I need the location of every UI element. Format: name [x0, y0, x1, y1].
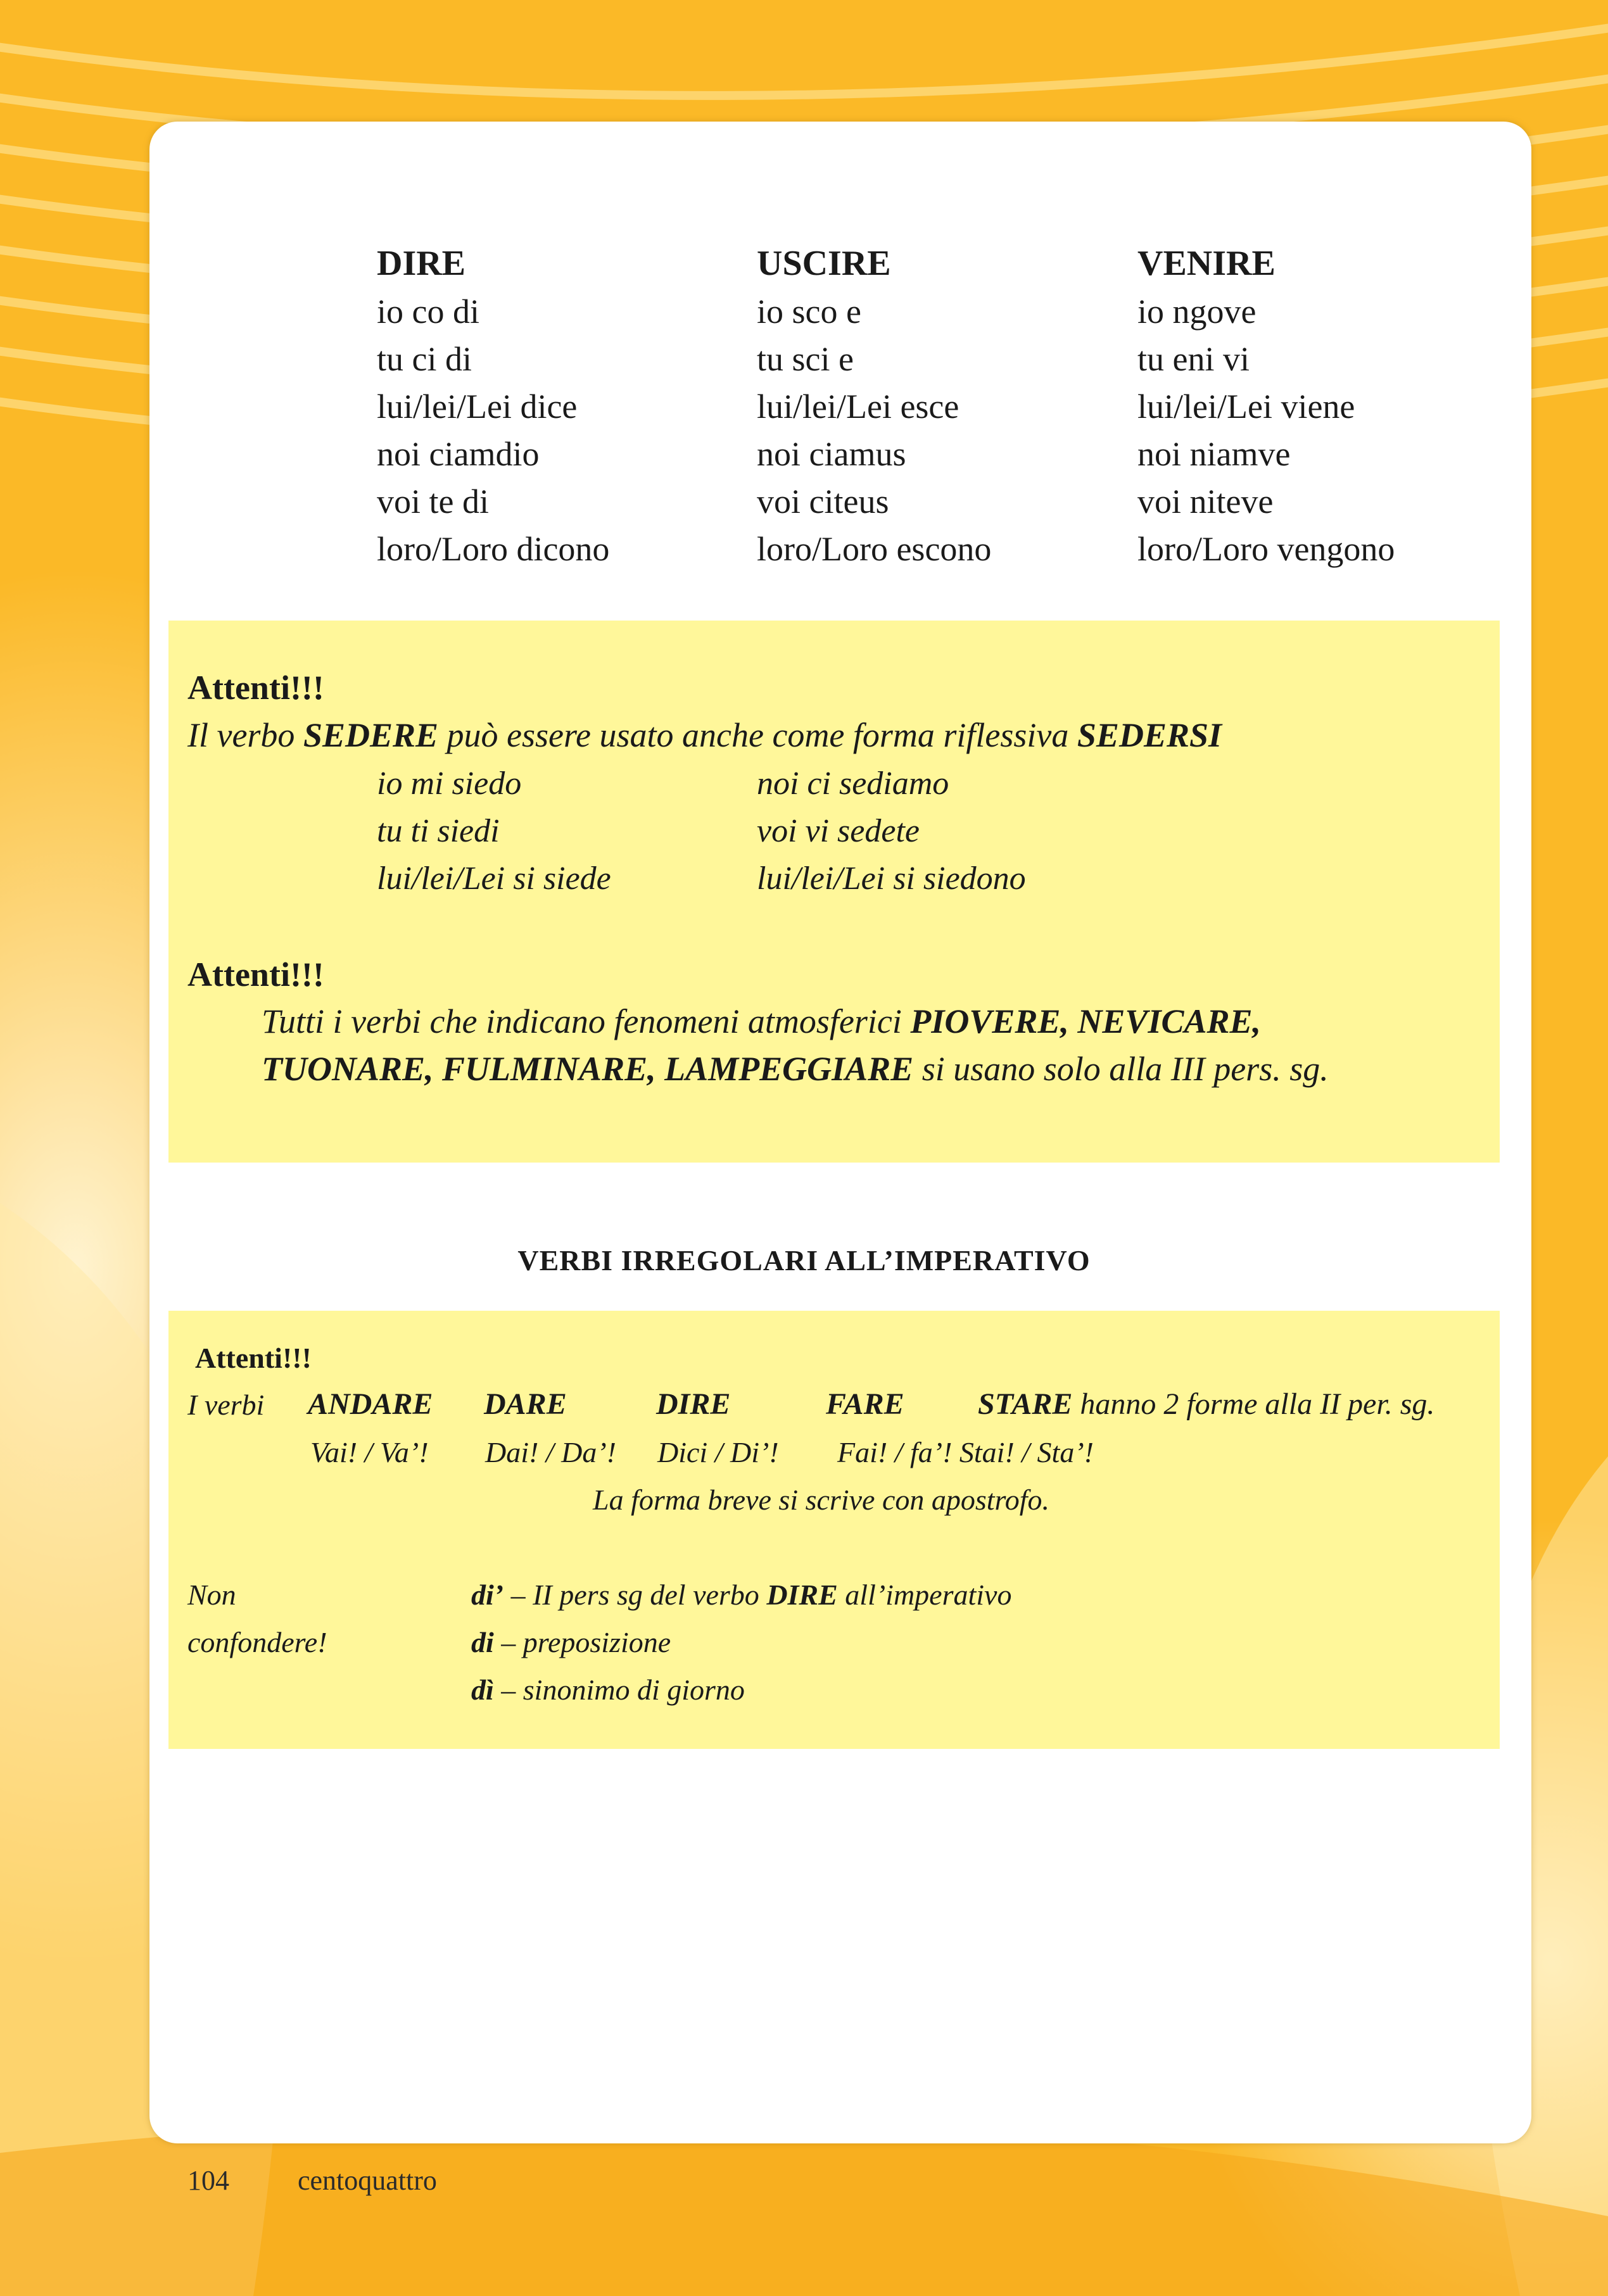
conjugation-line: voi citeus: [757, 483, 889, 520]
conjugation-line: io ngove: [1137, 293, 1257, 331]
page-word: centoquattro: [298, 2165, 437, 2196]
non-label: Non: [187, 1579, 236, 1611]
verb-title-uscire: USCIRE: [757, 244, 891, 283]
section-title: VERBI IRREGOLARI ALL’IMPERATIVO: [517, 1244, 1091, 1277]
sedersi-form: voi vi sedete: [757, 813, 920, 849]
verb-dire: DIRE: [656, 1387, 731, 1421]
imperative-form: Fai! / fa’! Stai! / Sta’!: [837, 1436, 1094, 1468]
conjugation-line: noi ciamus: [757, 435, 906, 473]
verb-fare: FARE: [826, 1387, 904, 1421]
verb-stare-note: STARE hanno 2 forme alla II per. sg.: [978, 1387, 1435, 1421]
page-number: 104: [187, 2165, 229, 2196]
conjugation-line: lui/lei/Lei viene: [1137, 388, 1355, 426]
meteo-note-line-2: TUONARE, FULMINARE, LAMPEGGIARE si usano solo alla III pers. sg.: [262, 1050, 1329, 1088]
sedere-note: Il verbo SEDERE può essere usato anche come forma riflessiva SEDERSI: [187, 716, 1222, 754]
confusion-item-di-apostrofo: di’ – II pers sg del verbo DIRE all’imperativo: [471, 1579, 1012, 1611]
imperative-form: Dici / Di’!: [657, 1436, 779, 1468]
conjugation-line: loro/Loro dicono: [377, 530, 610, 568]
sedersi-form: lui/lei/Lei si siede: [377, 861, 611, 897]
conjugation-line: io sco e: [757, 293, 861, 331]
conjugation-line: noi niamve: [1137, 435, 1291, 473]
conjugation-line: noi ciamdio: [377, 435, 540, 473]
confondere-label: confondere!: [187, 1626, 327, 1658]
imperative-form: Vai! / Va’!: [310, 1436, 429, 1468]
conjugation-line: voi niteve: [1137, 483, 1274, 520]
sedersi-form: io mi siedo: [377, 766, 522, 802]
i-verbi-label: I verbi: [187, 1389, 265, 1421]
sedersi-form: tu ti siedi: [377, 813, 500, 849]
confusion-item-di: di – preposizione: [471, 1626, 671, 1658]
attenti-heading: Attenti!!!: [187, 956, 324, 993]
imperative-form: Dai! / Da’!: [485, 1436, 616, 1468]
conjugation-line: io co di: [377, 293, 479, 331]
conjugation-line: voi te di: [377, 483, 489, 520]
meteo-note-line-1: Tutti i verbi che indicano fenomeni atmosferici PIOVERE, NEVICARE,: [262, 1002, 1262, 1040]
attenti-heading: Attenti!!!: [195, 1342, 312, 1374]
conjugation-line: lui/lei/Lei dice: [377, 388, 578, 426]
verb-title-dire: DIRE: [377, 244, 466, 283]
sedersi-form: noi ci sediamo: [757, 766, 949, 802]
apostrofo-note: La forma breve si scrive con apostrofo.: [593, 1484, 1050, 1516]
attenti-heading: Attenti!!!: [187, 669, 324, 707]
confusion-item-di-accento: dì – sinonimo di giorno: [471, 1674, 745, 1706]
conjugation-line: loro/Loro vengono: [1137, 530, 1395, 568]
conjugation-line: tu sci e: [757, 340, 854, 378]
verb-andare: ANDARE: [308, 1387, 433, 1421]
attenti-box-imperativo: [168, 1311, 1500, 1749]
conjugation-line: tu ci di: [377, 340, 472, 378]
verb-title-venire: VENIRE: [1137, 244, 1276, 283]
conjugation-line: lui/lei/Lei esce: [757, 388, 959, 426]
verb-dare: DARE: [484, 1387, 567, 1421]
conjugation-line: loro/Loro escono: [757, 530, 992, 568]
sedersi-form: lui/lei/Lei si siedono: [757, 861, 1026, 897]
conjugation-line: tu eni vi: [1137, 340, 1250, 378]
